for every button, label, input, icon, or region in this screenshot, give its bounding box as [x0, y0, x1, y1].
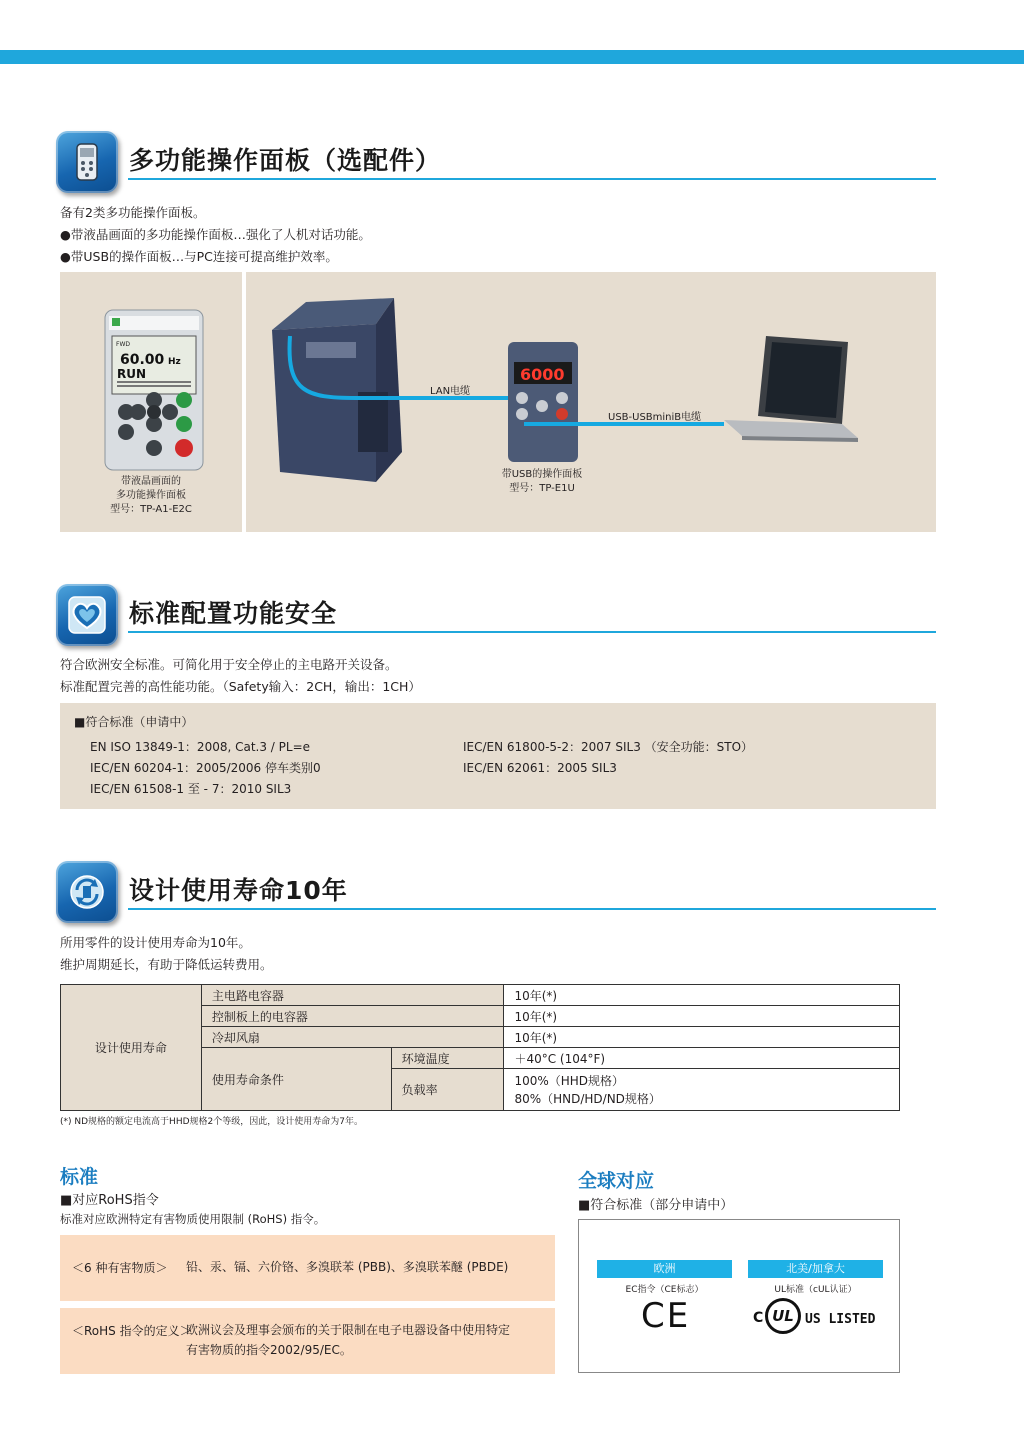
lan-cable-label: LAN电缆	[430, 386, 471, 397]
design-life-table	[60, 984, 900, 1111]
rohs-box2-text-2: 有害物质的指令2002/95/EC。	[186, 1343, 352, 1357]
item-value: 10年(*)	[504, 1027, 900, 1048]
usb-caption-1: 带USB的操作面板	[501, 469, 583, 480]
life-line-1: 所用零件的设计使用寿命为10年。	[60, 935, 251, 950]
cond-value: 80%（HND/HD/ND规格）	[504, 1090, 900, 1111]
global-certification-box	[578, 1219, 900, 1373]
table-row	[61, 985, 900, 1006]
top-accent-bar	[0, 50, 1024, 64]
rohs-box2-text-1: 欧洲议会及理事会颁布的关于限制在电子电器设备中使用特定	[186, 1323, 511, 1337]
rohs-desc: 标准对应欧洲特定有害物质使用限制 (RoHS) 指令。	[60, 1212, 326, 1226]
region-na: 北美/加拿大	[748, 1260, 883, 1278]
panel-intro: 备有2类多功能操作面板。	[60, 205, 206, 220]
led-display-value: 6000	[520, 365, 565, 384]
rohs-box1-label: ＜6 种有害物质＞	[72, 1261, 168, 1275]
ul-listed-text: US LISTED	[805, 1312, 876, 1327]
lcd-caption-3: 型号：TP-A1-E2C	[110, 504, 192, 515]
section-header-panel	[56, 131, 936, 195]
ce-mark-icon: CE	[641, 1296, 691, 1336]
usb-cable-label: USB-USBminiB电缆	[608, 412, 702, 423]
lcd-caption-1: 带液晶画面的	[121, 476, 181, 487]
section-title: 标准配置功能安全	[129, 599, 338, 628]
region-eu-sub: EC指令（CE标志）	[625, 1285, 704, 1295]
item-name: 冷却风扇	[201, 1027, 504, 1048]
item-name: 控制板上的电容器	[201, 1006, 504, 1027]
region-na-sub: UL标准（cUL认证）	[774, 1285, 857, 1295]
standard-item: IEC/EN 61508-1 至 - 7：2010 SIL3	[90, 782, 292, 796]
lcd-frequency: 60.00	[120, 352, 165, 368]
rohs-box1-text: 铅、汞、镉、六价铬、多溴联苯 (PBB)、多溴联苯醚 (PBDE)	[186, 1260, 509, 1274]
global-title: 全球对应	[578, 1170, 655, 1192]
rohs-box2-label: ＜RoHS 指令的定义＞	[72, 1324, 192, 1338]
title-rule	[128, 178, 936, 180]
lcd-panel-photo-area	[60, 272, 242, 532]
recycle-icon	[56, 861, 118, 923]
heart-icon	[56, 584, 118, 646]
ul-mark-icon: UL	[765, 1298, 801, 1334]
item-value: 10年(*)	[504, 1006, 900, 1027]
panel-bullet-usb: ●带USB的操作面板…与PC连接可提高维护效率。	[60, 249, 338, 264]
panel-bullet-lcd: ●带液晶画面的多功能操作面板…强化了人机对话功能。	[60, 227, 371, 242]
cond-value: ＋40°C (104°F)	[504, 1048, 900, 1069]
section-header-life	[56, 861, 936, 925]
lcd-run: RUN	[117, 367, 147, 381]
region-eu: 欧洲	[597, 1260, 732, 1278]
svg-text:FWD: FWD	[116, 341, 131, 348]
usb-caption-2: 型号：TP-E1U	[509, 483, 575, 494]
life-line-2: 维护周期延长，有助于降低运转费用。	[60, 957, 273, 972]
title-rule	[128, 631, 936, 633]
rohs-subtitle: ■对应RoHS指令	[60, 1193, 159, 1208]
cond-name: 负载率	[391, 1069, 504, 1111]
usb-connection-photo-area	[246, 272, 936, 532]
standard-item: IEC/EN 62061：2005 SIL3	[463, 761, 617, 775]
global-subtitle: ■符合标准（部分申请中）	[578, 1198, 734, 1213]
keypad-icon	[56, 131, 118, 193]
standards-title: ■符合标准（申请中）	[74, 715, 194, 729]
lcd-unit: Hz	[168, 357, 181, 367]
item-name: 主电路电容器	[201, 985, 504, 1006]
section-header-safety	[56, 584, 936, 648]
safety-standards-box	[60, 703, 936, 809]
section-title: 多功能操作面板（选配件）	[129, 146, 442, 175]
title-rule	[128, 908, 936, 910]
standard-item: EN ISO 13849-1：2008, Cat.3 / PL=e	[90, 740, 311, 754]
row-head: 设计使用寿命	[61, 985, 202, 1111]
item-value: 10年(*)	[504, 985, 900, 1006]
rohs-substances-box	[60, 1235, 555, 1301]
safety-line-2: 标准配置完善的高性能功能。（Safety输入：2CH，输出：1CH）	[60, 679, 421, 694]
standard-item: IEC/EN 60204-1：2005/2006 停车类别0	[90, 761, 321, 775]
safety-line-1: 符合欧洲安全标准。可简化用于安全停止的主电路开关设备。	[60, 657, 398, 672]
standard-title: 标准	[60, 1166, 99, 1188]
life-footnote: (*) ND规格的额定电流高于HHD规格2个等级，因此，设计使用寿命为7年。	[60, 1117, 363, 1127]
cond-head: 使用寿命条件	[201, 1048, 391, 1111]
standard-item: IEC/EN 61800-5-2：2007 SIL3 （安全功能：STO）	[463, 740, 754, 754]
lcd-caption-2: 多功能操作面板	[116, 490, 186, 501]
cul-c-letter: C	[753, 1310, 764, 1326]
rohs-definition-box	[60, 1308, 555, 1374]
cond-name: 环境温度	[391, 1048, 504, 1069]
cond-value: 100%（HHD规格）	[504, 1069, 900, 1090]
section-title: 设计使用寿命10年	[129, 876, 348, 905]
